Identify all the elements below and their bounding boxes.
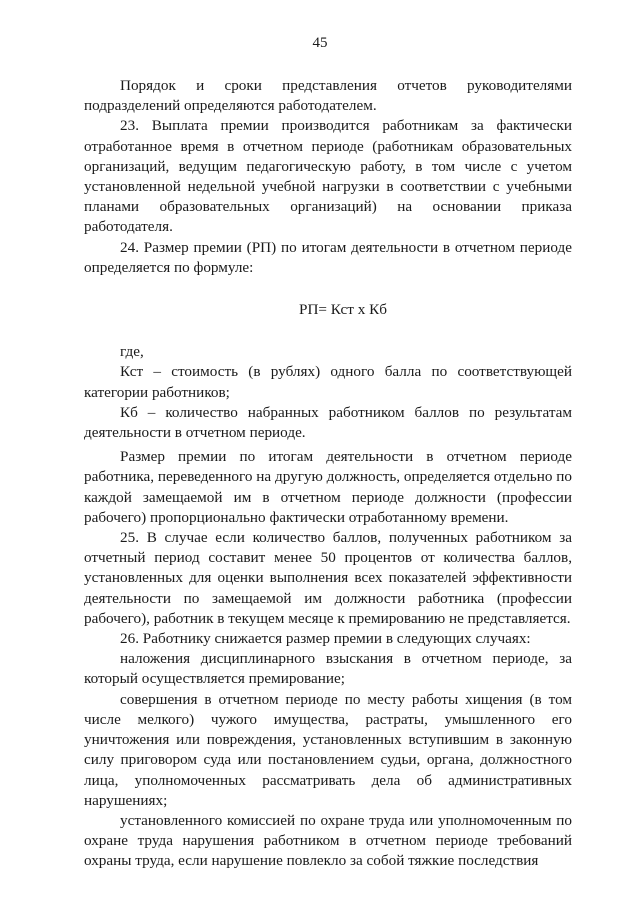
- definition-kb: Кб – количество набранных работником баллов по результатам деятельности в отчетном периоде.: [84, 403, 572, 442]
- reduction-case-disciplinary: наложения дисциплинарного взыскания в отчетном периоде, за который осуществляется премирование;: [84, 650, 572, 688]
- reduction-case-safety: установленного комиссией по охране труда или уполномоченным по охране труда нарушения работником в отчетном периоде требований охраны труда, если нарушение повлекло за собой тяжкие последствия: [84, 811, 572, 870]
- paragraph-clause-24: 24. Размер премии (РП) по итогам деятельности в отчетном периоде определяется по формуле:: [84, 238, 572, 276]
- reduction-case-theft: совершения в отчетном периоде по месту работы хищения (в том числе мелкого) чужого имущества, растраты, умышленного его уничтожения или повреждения, установленных вступившим в законную силу приговором суда или постановлением судьи, органа, должностного лица, уполномоченных рассматривать дела об административных нарушениях;: [84, 690, 572, 809]
- page-number: 45: [312, 35, 328, 51]
- definition-kst: Кст – стоимость (в рублях) одного балла по соответствующей категории работников;: [84, 363, 572, 401]
- document-body: [84, 76, 572, 872]
- paragraph-transfer-bonus: Размер премии по итогам деятельности в отчетном периоде работника, переведенного на другую должность, определяется отдельно по каждой замещаемой им в отчетном периоде должности (профессии рабочего) пропорционально фактически отработанному времени.: [84, 448, 572, 526]
- paragraph-clause-23: 23. Выплата премии производится работникам за фактически отработанное время в отчетном периоде (работникам образовательных организаций, ведущим педагогическую работу, в том числе с учетом установленной недельной учебной нагрузки в соответствии с учебными планами образовательных организаций) на основании приказа работодателя.: [84, 117, 572, 236]
- paragraph-where: где,: [120, 343, 144, 361]
- bonus-formula: РП= Кст х Кб: [299, 301, 387, 319]
- paragraph-reporting-order: Порядок и сроки представления отчетов руководителями подразделений определяются работодателем.: [84, 77, 572, 115]
- paragraph-clause-26: 26. Работнику снижается размер премии в следующих случаях:: [120, 630, 531, 648]
- paragraph-clause-25: 25. В случае если количество баллов, полученных работником за отчетный период составит менее 50 процентов от количества баллов, установленных для оценки выполнения всех показателей эффективности деятельности по замещаемой им должности работника (профессии рабочего), работник в текущем месяце к премированию не представляется.: [84, 529, 572, 627]
